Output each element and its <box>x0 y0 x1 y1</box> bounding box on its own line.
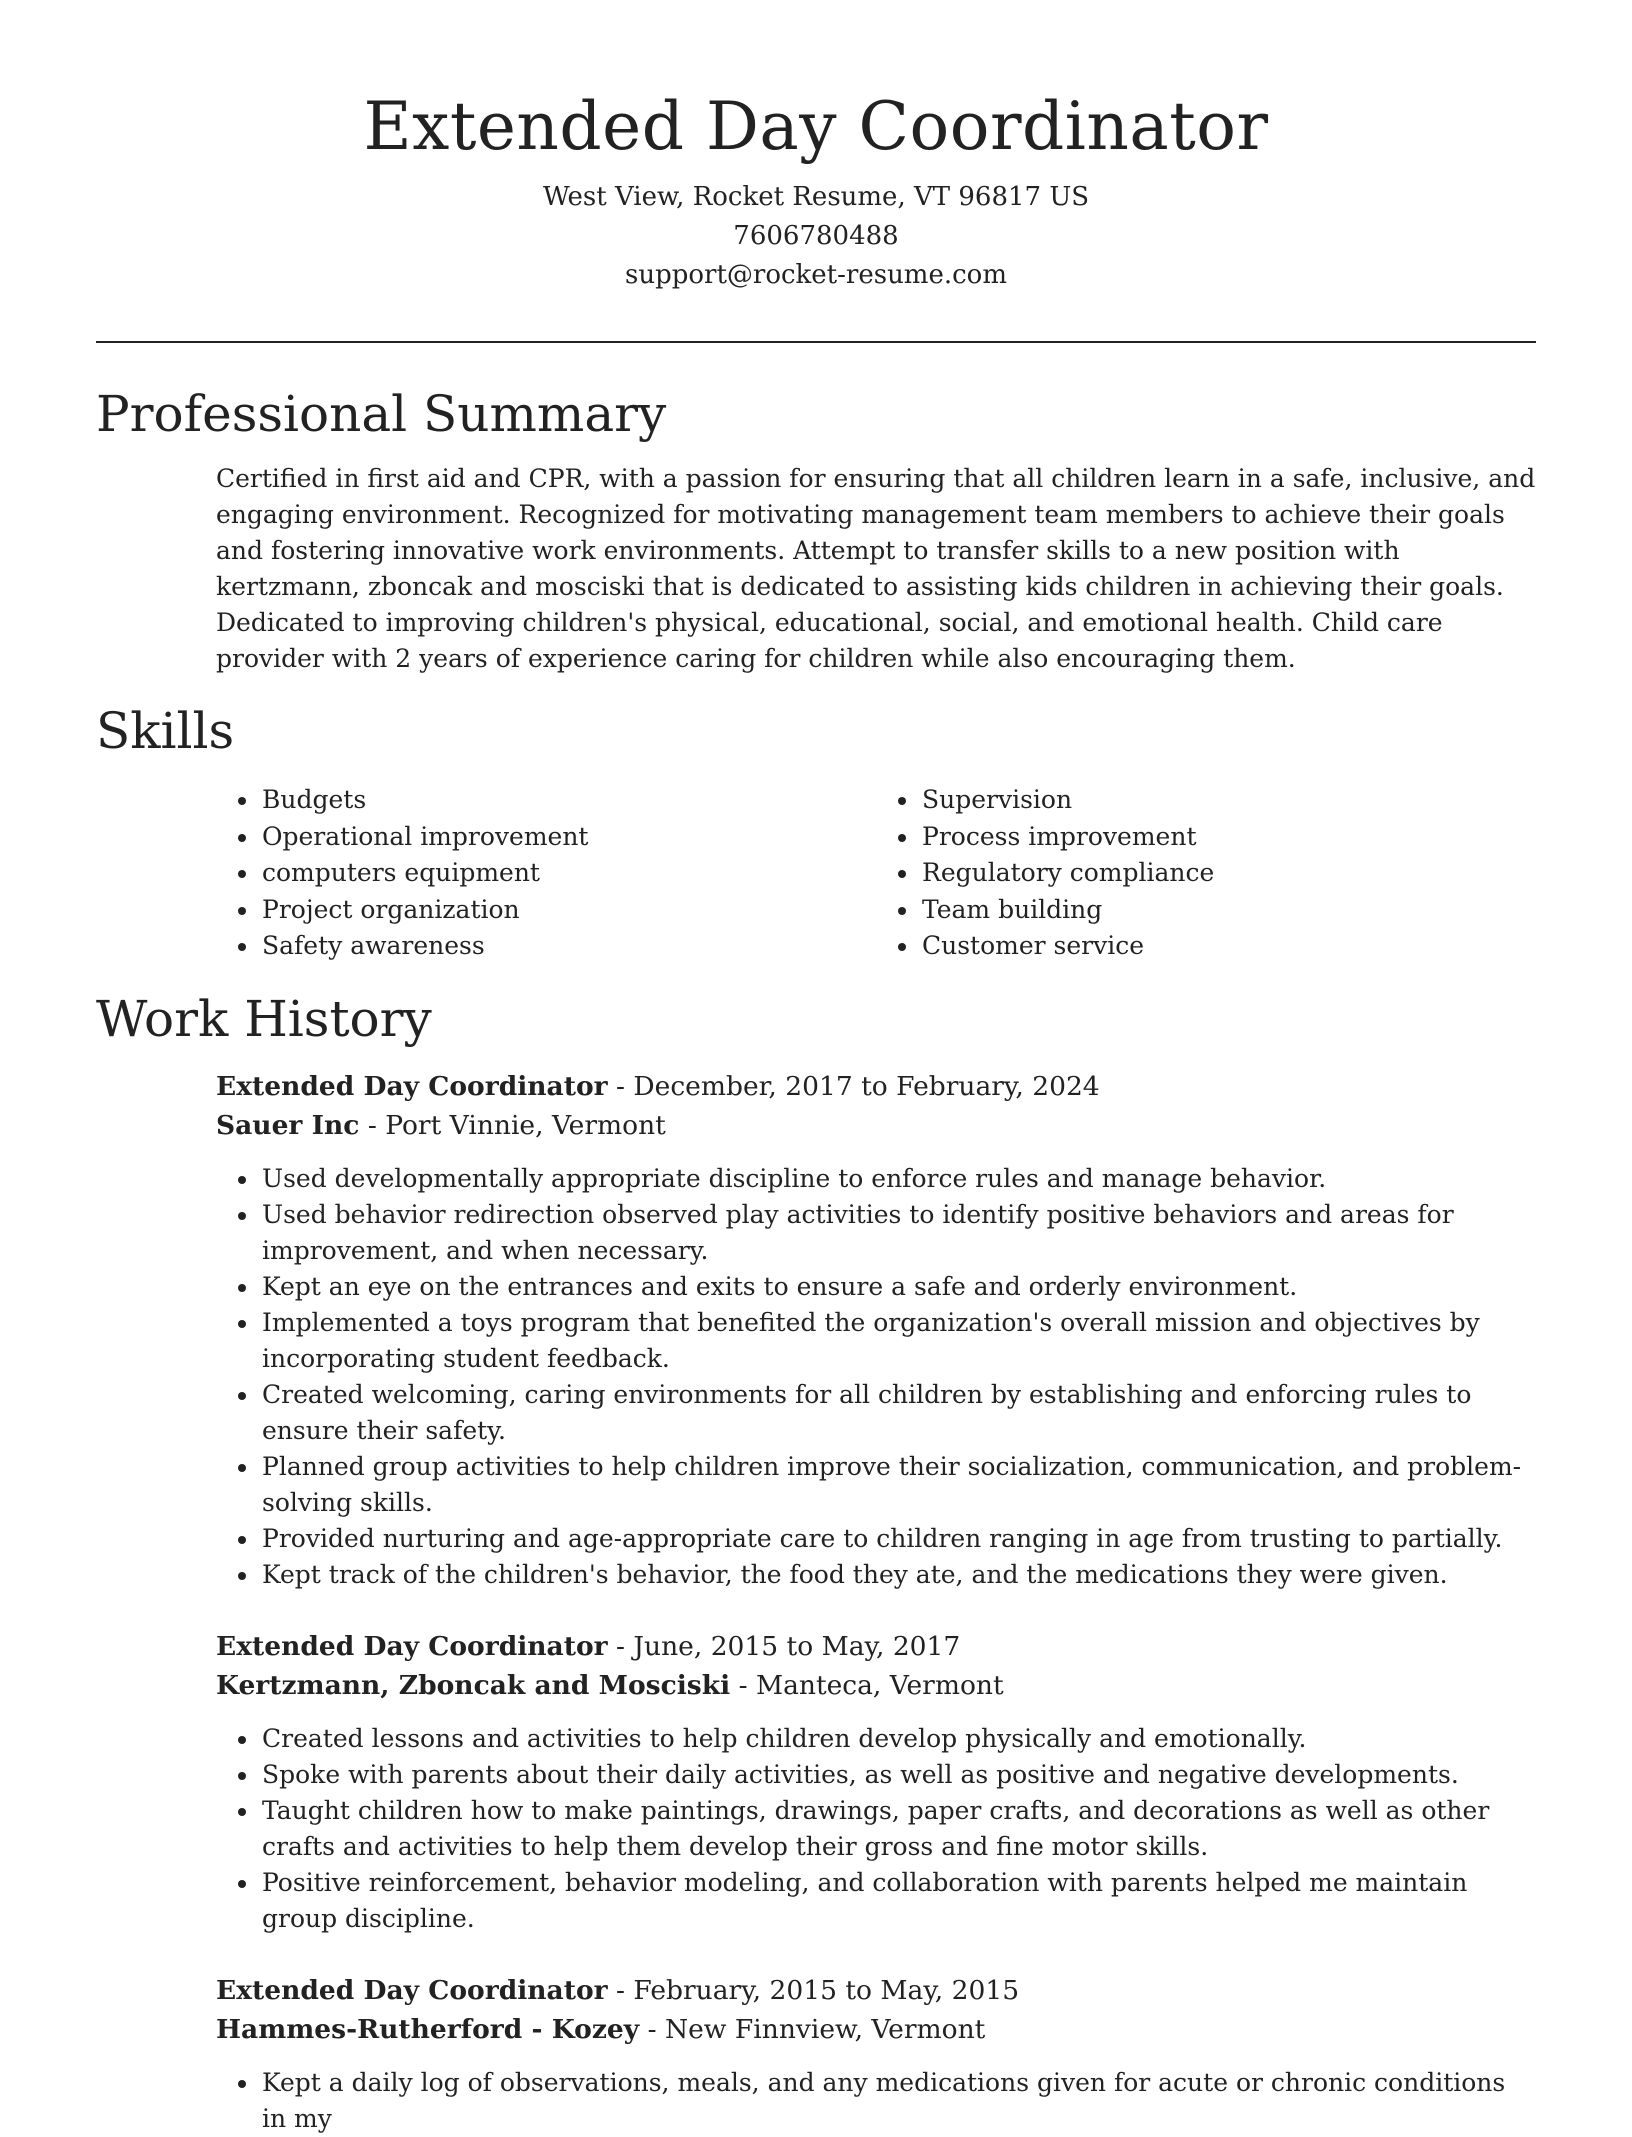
job-location: - New Finnview, Vermont <box>639 2014 986 2045</box>
job-company: Hammes-Rutherford - Kozey <box>216 2014 640 2045</box>
skill-item: • Team building <box>920 892 1536 929</box>
job-location: - Manteca, Vermont <box>730 1670 1004 1701</box>
job-title: Extended Day Coordinator <box>216 1975 608 2006</box>
job-company: Sauer Inc <box>216 1110 360 1141</box>
job-title-line <box>216 1627 1536 1666</box>
job-company-line <box>216 1666 1536 1705</box>
job-dates: - February, 2015 to May, 2015 <box>607 1975 1020 2006</box>
skill-item: • Operational improvement <box>260 819 876 856</box>
skill-item: • Process improvement <box>920 819 1536 856</box>
job-title: Extended Day Coordinator <box>216 1631 608 1662</box>
skill-item: • Customer service <box>920 928 1536 965</box>
skill-item: • Safety awareness <box>260 928 876 965</box>
skills-list <box>216 782 1536 965</box>
job-bullet: • Kept a daily log of observations, meals, and any medications given for acute or chronic conditions in my <box>260 2065 1536 2137</box>
job-bullet: • Kept an eye on the entrances and exits to ensure a safe and orderly environment. <box>260 1269 1536 1305</box>
skill-item: • Regulatory compliance <box>920 855 1536 892</box>
job-entry <box>216 1627 1536 1937</box>
job-bullets <box>216 1161 1536 1593</box>
job-bullet: • Positive reinforcement, behavior modeling, and collaboration with parents helped me maintain group discipline. <box>260 1865 1536 1937</box>
job-bullet: • Spoke with parents about their daily activities, as well as positive and negative developments. <box>260 1757 1536 1793</box>
job-bullet: • Taught children how to make paintings, drawings, paper crafts, and decorations as well as other crafts and activities to help them develop their gross and fine motor skills. <box>260 1793 1536 1865</box>
summary-text: Certified in first aid and CPR, with a passion for ensuring that all children learn in a safe, inclusive, and engaging environment. Recognized for motivating management team members to achieve their goals and fostering innovative work environments. Attempt to transfer skills to a new position with kertzmann, zboncak and mosciski that is dedicated to assisting kids children in achieving their goals. Dedicated to improving children's physical, educational, social, and emotional health. Child care provider with 2 years of experience caring for children while also encouraging them. <box>216 464 1536 673</box>
work-history-heading: Work History <box>96 990 432 1048</box>
job-bullets <box>216 2065 1536 2137</box>
job-entry <box>216 1971 1536 2137</box>
skill-item: • Budgets <box>260 782 876 819</box>
job-bullet: • Provided nurturing and age-appropriate care to children ranging in age from trusting to partially. <box>260 1521 1536 1557</box>
job-title-line <box>216 1971 1536 2010</box>
skills-column-left <box>216 782 876 965</box>
job-bullet: • Planned group activities to help children improve their socialization, communication, and problem-solving skills. <box>260 1449 1536 1521</box>
job-company: Kertzmann, Zboncak and Mosciski <box>216 1670 731 1701</box>
resume-header <box>0 0 1632 295</box>
skill-item: • computers equipment <box>260 855 876 892</box>
skill-item: • Project organization <box>260 892 876 929</box>
job-location: - Port Vinnie, Vermont <box>359 1110 666 1141</box>
job-bullet: • Used behavior redirection observed play activities to identify positive behaviors and areas for improvement, and when necessary. <box>260 1197 1536 1269</box>
skills-column-right <box>876 782 1536 965</box>
job-bullet: • Used developmentally appropriate discipline to enforce rules and manage behavior. <box>260 1161 1536 1197</box>
header-divider <box>96 341 1536 343</box>
skill-item: • Supervision <box>920 782 1536 819</box>
job-title: Extended Day Coordinator <box>216 1071 608 1102</box>
phone: 7606780488 <box>733 221 899 251</box>
job-bullet: • Implemented a toys program that benefited the organization's overall mission and objectives by incorporating student feedback. <box>260 1305 1536 1377</box>
job-company-line <box>216 1106 1536 1145</box>
candidate-name: Extended Day Coordinator <box>363 88 1269 165</box>
skills-heading: Skills <box>96 702 235 760</box>
job-title-line <box>216 1067 1536 1106</box>
job-bullet: • Created welcoming, caring environments for all children by establishing and enforcing rules to ensure their safety. <box>260 1377 1536 1449</box>
job-bullet: • Created lessons and activities to help children develop physically and emotionally. <box>260 1721 1536 1757</box>
job-dates: - June, 2015 to May, 2017 <box>607 1631 961 1662</box>
address: West View, Rocket Resume, VT 96817 US <box>542 182 1090 212</box>
job-bullets <box>216 1721 1536 1937</box>
job-entry <box>216 1067 1536 1593</box>
job-dates: - December, 2017 to February, 2024 <box>607 1071 1100 1102</box>
summary-heading: Professional Summary <box>96 385 667 443</box>
email: support@rocket-resume.com <box>624 260 1007 290</box>
contact-info <box>0 178 1632 295</box>
job-bullet: • Kept track of the children's behavior, the food they ate, and the medications they were given. <box>260 1557 1536 1593</box>
job-company-line <box>216 2010 1536 2049</box>
